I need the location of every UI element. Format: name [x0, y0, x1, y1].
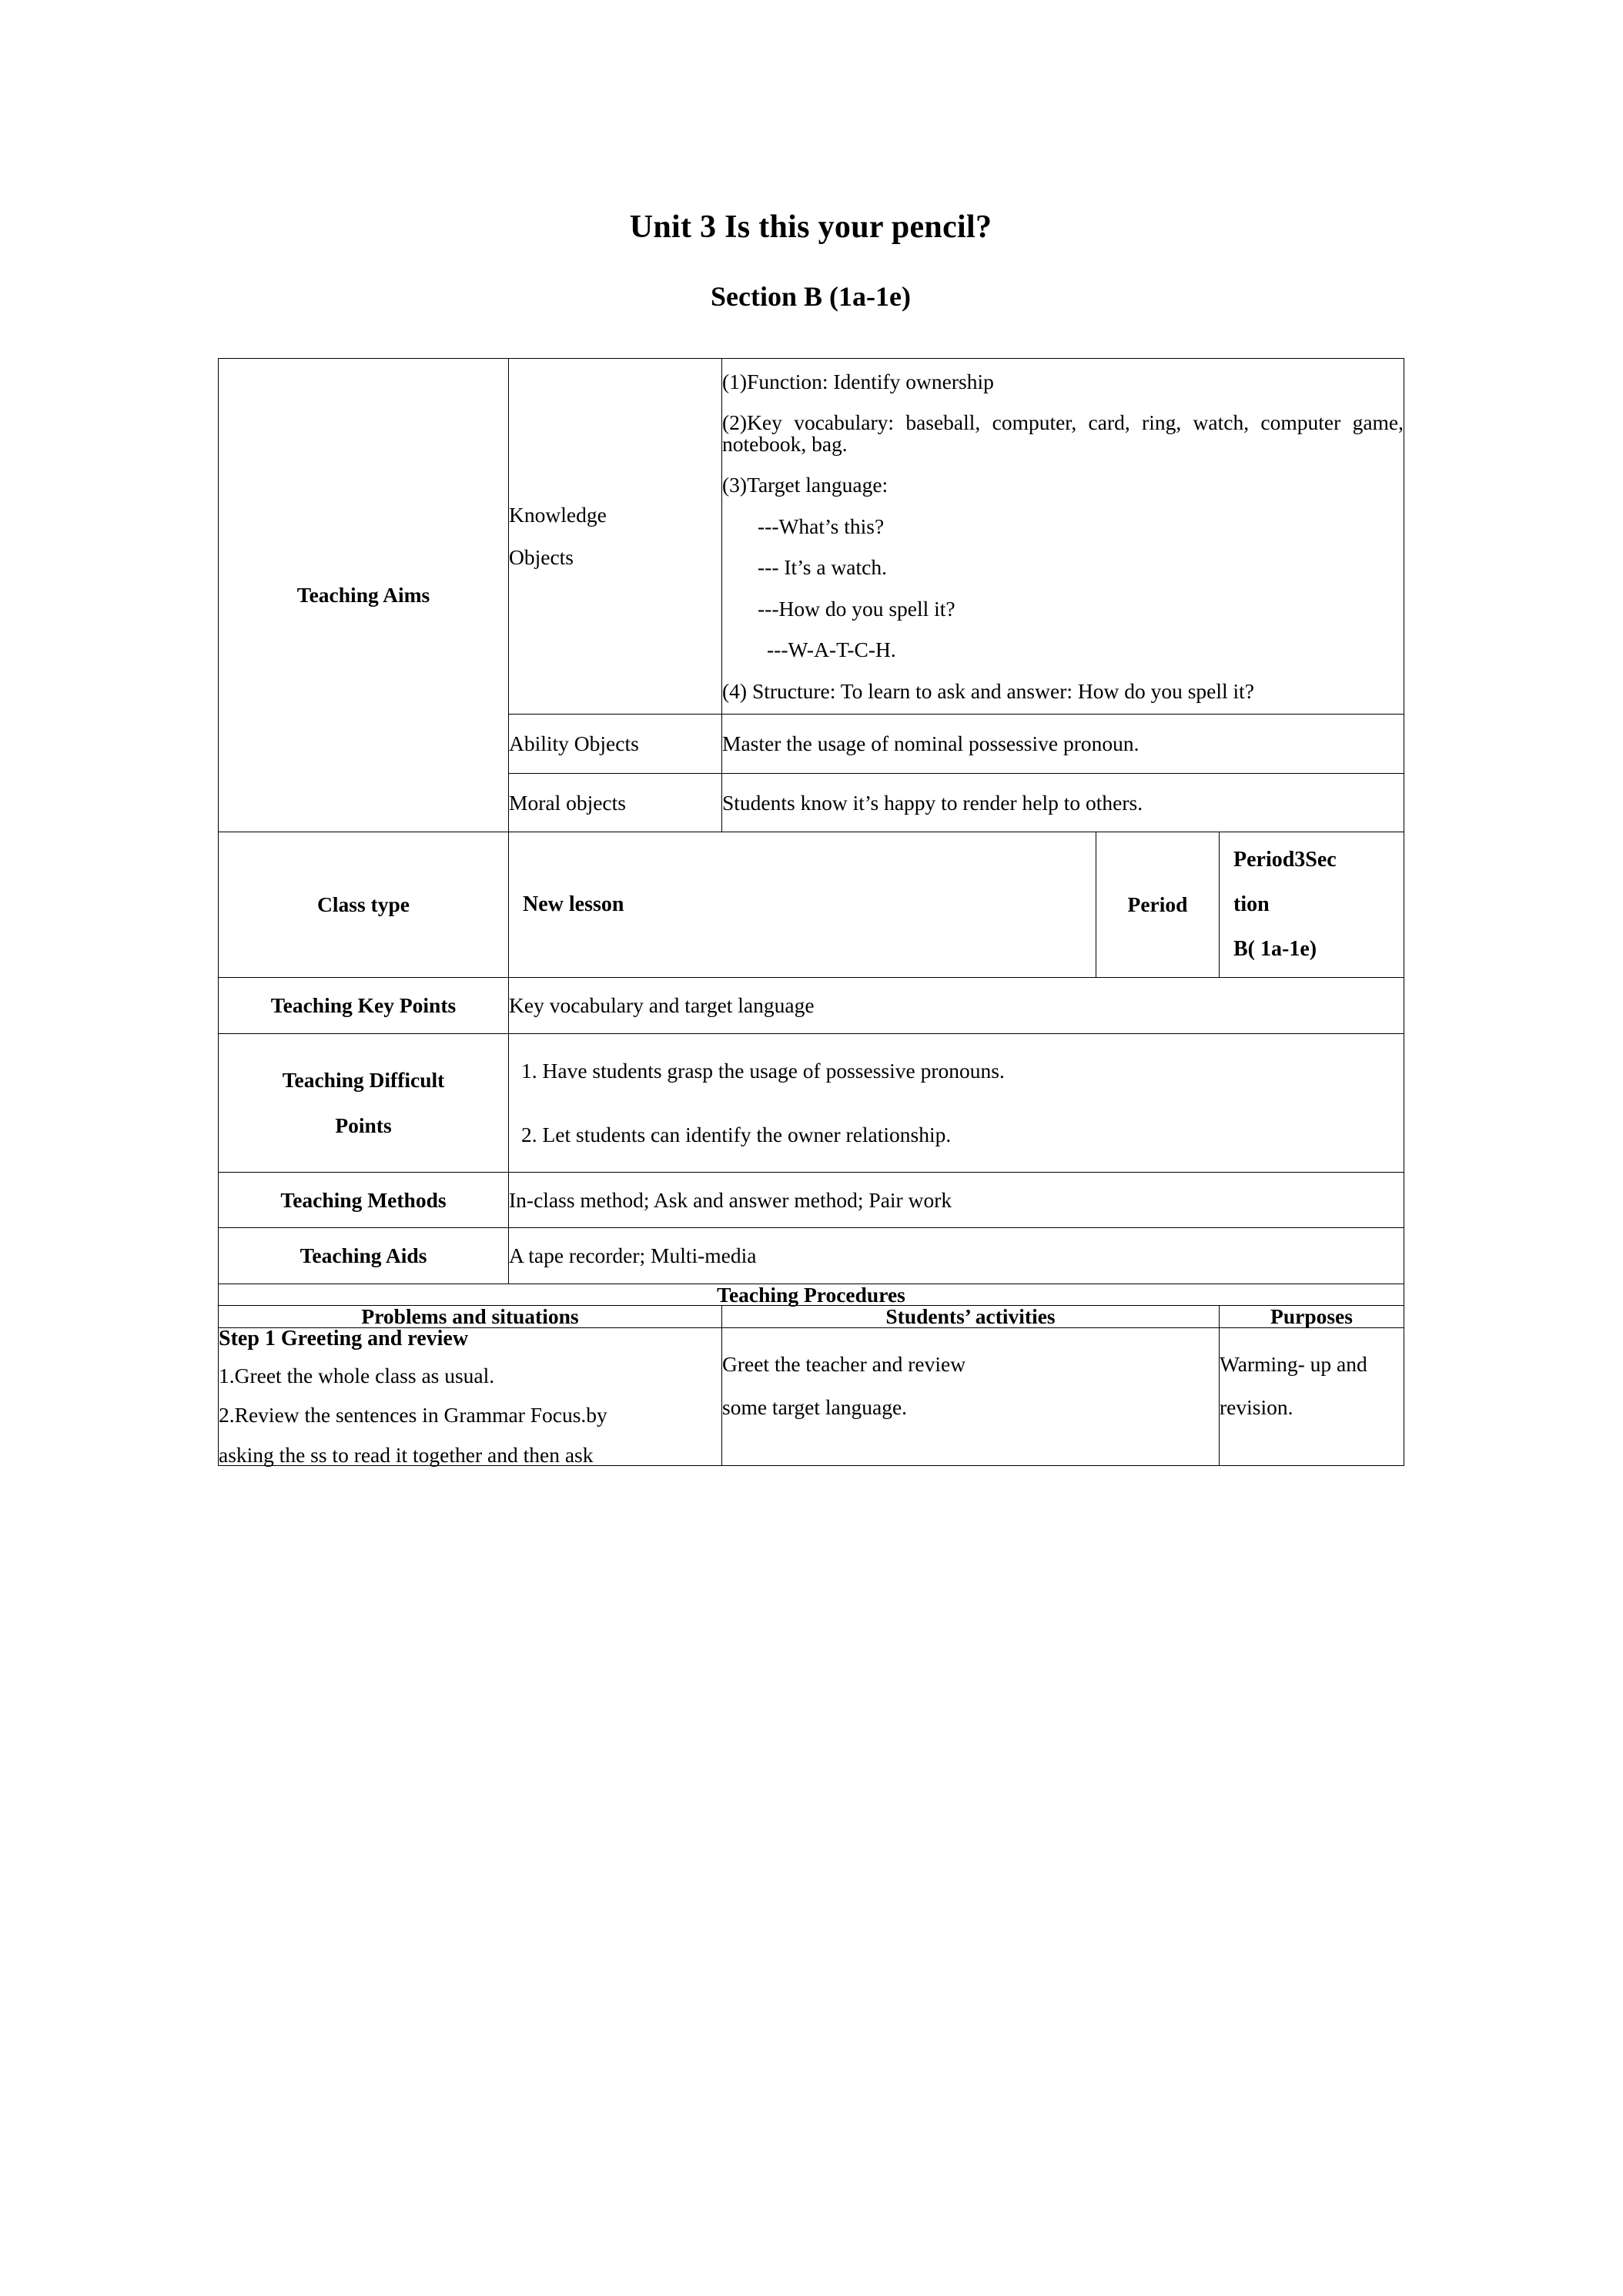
step-1-purposes-cell — [1220, 1327, 1404, 1466]
class-type-label: Class type — [317, 892, 410, 917]
column-header-activities: Students’ activities — [885, 1304, 1056, 1329]
period-label-cell — [1096, 832, 1220, 978]
lesson-plan-table — [218, 358, 1404, 1467]
teaching-difficult-points-value-cell — [509, 1033, 1404, 1172]
teaching-aids-value: A tape recorder; Multi-media — [509, 1243, 757, 1268]
class-type-value-cell — [509, 832, 1096, 978]
moral-objects-value-cell — [722, 773, 1404, 832]
table-row-teaching-procedures-header — [219, 1284, 1404, 1306]
moral-objects-value: Students know it’s happy to render help to others. — [722, 790, 1143, 815]
target-language-line-4: ---W-A-T-C-H. — [767, 638, 896, 662]
table-row-teaching-methods — [219, 1172, 1404, 1228]
ability-objects-label: Ability Objects — [509, 731, 639, 756]
teaching-difficult-points-label-line1: Teaching Difficult — [282, 1067, 445, 1092]
class-type-label-cell — [219, 832, 509, 978]
difficult-point-1: 1. Have students grasp the usage of possessive pronouns. — [521, 1058, 1005, 1083]
table-row-knowledge-objects — [219, 358, 1404, 715]
period-value-line2: tion — [1233, 892, 1270, 917]
page-subtitle: Section B (1a-1e) — [711, 281, 911, 313]
step-1-title: Step 1 Greeting and review — [219, 1326, 469, 1350]
knowledge-item-target-language: (3)Target language: — [722, 473, 888, 497]
table-row-class-type — [219, 832, 1404, 978]
teaching-methods-label-cell — [219, 1172, 509, 1228]
step-1-line-2: 2.Review the sentences in Grammar Focus.by — [219, 1403, 607, 1427]
teaching-aims-label-cell — [219, 358, 509, 832]
table-row-step-1 — [219, 1327, 1404, 1466]
teaching-methods-value-cell — [509, 1172, 1404, 1228]
teaching-aids-label: Teaching Aids — [300, 1243, 427, 1268]
teaching-key-points-label: Teaching Key Points — [270, 993, 457, 1018]
teaching-key-points-value-cell — [509, 978, 1404, 1034]
teaching-key-points-value: Key vocabulary and target language — [509, 993, 815, 1018]
step-1-line-1: 1.Greet the whole class as usual. — [219, 1363, 495, 1387]
teaching-methods-label: Teaching Methods — [280, 1187, 447, 1212]
period-value-cell — [1220, 832, 1404, 978]
difficult-point-2: 2. Let students can identify the owner relationship. — [521, 1123, 952, 1147]
teaching-procedures-header: Teaching Procedures — [717, 1282, 905, 1307]
table-row-procedures-column-headers — [219, 1306, 1404, 1328]
teaching-aids-value-cell — [509, 1228, 1404, 1284]
step-1-activity-line-1: Greet the teacher and review — [722, 1352, 966, 1377]
target-language-line-2: --- It’s a watch. — [758, 555, 887, 580]
table-row-teaching-difficult-points — [219, 1033, 1404, 1172]
column-header-purposes: Purposes — [1270, 1304, 1353, 1329]
step-1-activity-line-2: some target language. — [722, 1394, 908, 1419]
teaching-methods-value: In-class method; Ask and answer method; Pair work — [509, 1187, 952, 1212]
class-type-value: New lesson — [523, 892, 624, 917]
moral-objects-label: Moral objects — [509, 790, 626, 815]
teaching-difficult-points-label-cell — [219, 1033, 509, 1172]
knowledge-objects-label-line2: Objects — [509, 545, 574, 570]
page-title: Unit 3 Is this your pencil? — [629, 209, 992, 245]
document-body — [218, 0, 1404, 1466]
table-row-teaching-key-points — [219, 978, 1404, 1034]
teaching-procedures-header-cell — [219, 1284, 1404, 1306]
column-header-problems: Problems and situations — [361, 1304, 579, 1329]
column-header-purposes-cell — [1220, 1306, 1404, 1328]
knowledge-objects-label-line1: Knowledge — [509, 502, 607, 527]
step-1-problems-cell — [219, 1327, 722, 1466]
step-1-purpose-line-2: revision. — [1220, 1394, 1293, 1419]
table-row-teaching-aids — [219, 1228, 1404, 1284]
period-label: Period — [1127, 892, 1188, 917]
step-1-purpose-line-1: Warming- up and — [1220, 1352, 1367, 1377]
period-value-line3: B( 1a-1e) — [1233, 937, 1317, 962]
knowledge-item-function: (1)Function: Identify ownership — [722, 369, 994, 393]
teaching-key-points-label-cell — [219, 978, 509, 1034]
target-language-line-3: ---How do you spell it? — [758, 596, 955, 621]
moral-objects-label-cell — [509, 773, 722, 832]
teaching-aids-label-cell — [219, 1228, 509, 1284]
knowledge-objects-label-cell — [509, 358, 722, 715]
teaching-aims-label: Teaching Aims — [296, 583, 430, 607]
period-value-line1: Period3Sec — [1233, 848, 1337, 872]
ability-objects-label-cell — [509, 715, 722, 774]
ability-objects-value: Master the usage of nominal possessive pronoun. — [722, 731, 1139, 756]
teaching-difficult-points-label-line2: Points — [335, 1113, 392, 1138]
column-header-problems-cell — [219, 1306, 722, 1328]
target-language-line-1: ---What’s this? — [758, 514, 885, 538]
step-1-line-3: asking the ss to read it together and then ask — [219, 1442, 594, 1467]
ability-objects-value-cell — [722, 715, 1404, 774]
knowledge-objects-content-cell — [722, 358, 1404, 715]
column-header-activities-cell — [722, 1306, 1220, 1328]
knowledge-item-structure: (4) Structure: To learn to ask and answer: How do you spell it? — [722, 678, 1255, 703]
knowledge-item-vocabulary: (2)Key vocabulary: baseball, computer, card, ring, watch, computer game, notebook, bag. — [722, 410, 1404, 456]
step-1-activities-cell — [722, 1327, 1220, 1466]
